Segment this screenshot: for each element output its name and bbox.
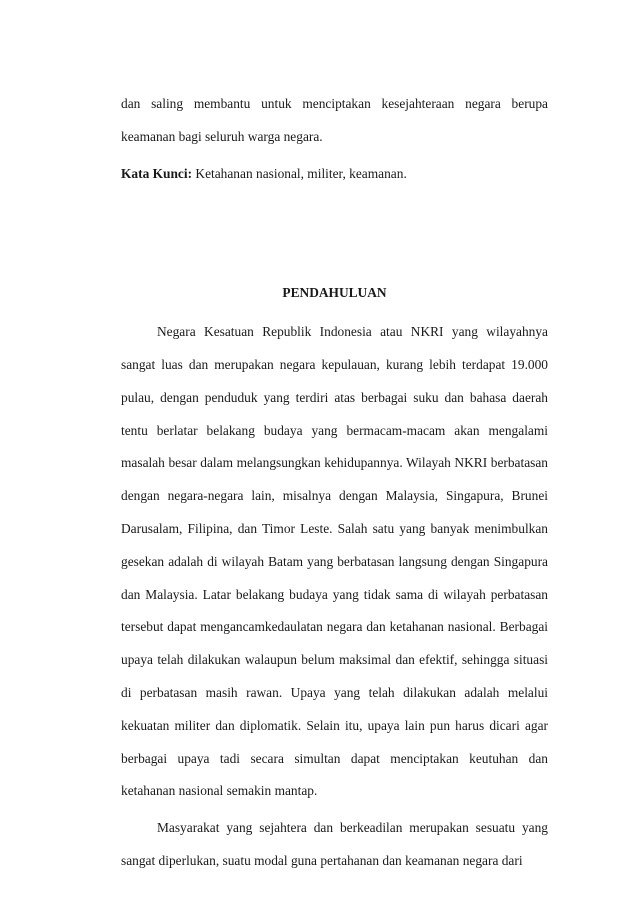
abstract-continuation: dan saling membantu untuk menciptakan kesejahteraan negara berupa keamanan bagi seluruh warga negara. [121, 96, 548, 144]
keywords-label: Kata Kunci: [121, 165, 193, 181]
section-heading: PENDAHULUAN [282, 285, 387, 301]
paragraph-2: Masyarakat yang sejahtera dan berkeadilan merupakan sesuatu yang sangat diperlukan, suatu modal guna pertahanan dan keamanan negara dari [121, 820, 548, 868]
paragraph-1: Negara Kesatuan Republik Indonesia atau NKRI yang wilayahnya sangat luas dan merupakan negara kepulauan, kurang lebih terdapat 19.000 pulau, dengan penduduk yang terdiri atas berbagai suku dan bahasa daerah tentu berlatar belakang budaya yang bermacam-macam akan mengalami masalah besar dalam melangsungkan kehidupannya. Wilayah NKRI berbatasan dengan negara-negara lain, misalnya dengan Malaysia, Singapura, Brunei Darusalam, Filipina, dan Timor Leste. Salah satu yang banyak menimbulkan gesekan adalah di wilayah Batam yang berbatasan langsung dengan Singapura dan Malaysia. Latar belakang budaya yang tidak sama di wilayah perbatasan tersebut dapat mengancamkedaulatan negara dan ketahanan nasional. Berbagai upaya telah dilakukan walaupun belum maksimal dan efektif, sehingga situasi di perbatasan masih rawan. Upaya yang telah dilakukan adalah melalui kekuatan militer dan diplomatik. Selain itu, upaya lain pun harus dicari agar berbagai upaya tadi secara simultan dapat menciptakan keutuhan dan ketahanan nasional semakin mantap. [121, 324, 548, 799]
keywords-text: Ketahanan nasional, militer, keamanan. [192, 165, 407, 181]
keywords-line [121, 158, 548, 191]
page-body [121, 88, 548, 878]
